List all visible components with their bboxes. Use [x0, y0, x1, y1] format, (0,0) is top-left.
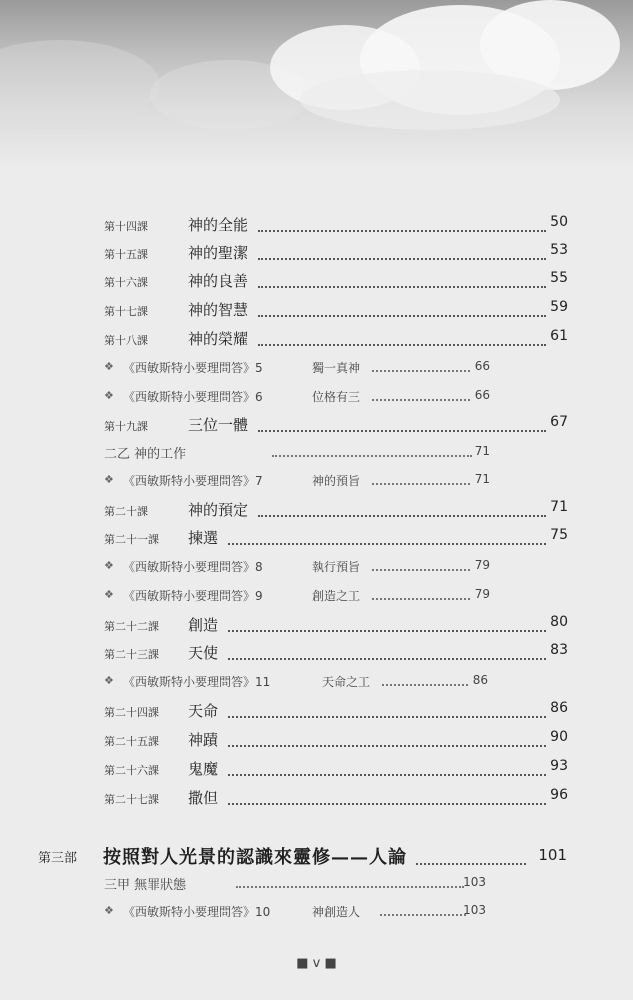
page-number: 83 [550, 642, 568, 658]
lesson-number: 第十八課 [104, 334, 148, 347]
lesson-title: 神的良善 [188, 272, 249, 290]
part-title: 按照對人光景的認識來靈修——人論 [103, 847, 407, 868]
lesson-title: 鬼魔 [188, 760, 219, 778]
lesson-number: 第十九課 [104, 420, 148, 433]
lesson-number: 第十六課 [104, 276, 148, 289]
page-number: 66 [474, 388, 490, 402]
lesson-number: 第二十三課 [104, 648, 159, 661]
catechism-label: 《西敏斯特小要理問答》8 [123, 560, 263, 574]
page-number: 93 [550, 758, 568, 774]
catechism-label: 《西敏斯特小要理問答》10 [123, 905, 271, 919]
page-number: 75 [550, 527, 568, 543]
diamond-bullet-icon: ❖ [104, 473, 114, 486]
page-number: 50 [550, 214, 568, 230]
leader-dots [258, 242, 546, 260]
diamond-bullet-icon: ❖ [104, 360, 114, 373]
catechism-label: 《西敏斯特小要理問答》7 [123, 474, 263, 488]
toc-entry[interactable] [0, 525, 633, 549]
lesson-number: 第二十六課 [104, 764, 159, 777]
lesson-number: 第二十五課 [104, 735, 159, 748]
page-number-footer: ■ v ■ [296, 956, 337, 971]
section-heading: 三甲 無罪狀態 [104, 878, 187, 893]
diamond-bullet-icon: ❖ [104, 559, 114, 572]
page-number: 86 [472, 673, 488, 687]
leader-dots [258, 414, 546, 432]
toc-entry[interactable] [0, 583, 633, 607]
toc-entry[interactable] [0, 355, 633, 379]
page-number: 59 [550, 299, 568, 315]
lesson-number: 第二十四課 [104, 706, 159, 719]
lesson-number: 第十四課 [104, 220, 148, 233]
leader-dots [236, 875, 464, 888]
lesson-title: 神的榮耀 [188, 330, 249, 348]
leader-dots [228, 700, 546, 718]
toc-entry[interactable] [0, 785, 633, 809]
toc-entry[interactable] [0, 640, 633, 664]
section-heading: 二乙 神的工作 [104, 447, 187, 462]
page-number: 96 [550, 787, 568, 803]
catechism-topic: 位格有三 [312, 390, 361, 404]
page-number: 79 [474, 558, 490, 572]
toc-entry[interactable] [0, 669, 633, 693]
toc-entry[interactable] [0, 871, 633, 895]
toc-entry[interactable] [0, 240, 633, 264]
lesson-title: 神蹟 [188, 731, 219, 749]
page-number: 71 [474, 472, 490, 486]
lesson-title: 創造 [188, 616, 219, 634]
toc-entry[interactable] [0, 756, 633, 780]
lesson-title: 天使 [188, 644, 219, 662]
toc-entry[interactable] [0, 212, 633, 236]
page-number: 61 [550, 328, 568, 344]
catechism-label: 《西敏斯特小要理問答》5 [123, 361, 263, 375]
leader-dots [416, 847, 526, 865]
page-number: 66 [474, 359, 490, 373]
page-number: 103 [463, 903, 486, 917]
toc-entry[interactable] [0, 268, 633, 292]
toc-entry[interactable] [0, 326, 633, 350]
leader-dots [258, 299, 546, 317]
lesson-number: 第二十課 [104, 505, 148, 518]
toc-entry[interactable] [0, 698, 633, 722]
toc-entry[interactable] [0, 412, 633, 436]
leader-dots [258, 499, 546, 517]
page-number: 90 [550, 729, 568, 745]
catechism-topic: 天命之工 [322, 675, 371, 689]
toc-entry[interactable] [0, 899, 633, 923]
leader-dots [272, 444, 472, 457]
page-number: 53 [550, 242, 568, 258]
lesson-number: 第十五課 [104, 248, 148, 261]
diamond-bullet-icon: ❖ [104, 904, 114, 917]
lesson-number: 第二十一課 [104, 533, 159, 546]
page-number: 86 [550, 700, 568, 716]
leader-dots [258, 270, 546, 288]
leader-dots [228, 642, 546, 660]
catechism-topic: 獨一真神 [312, 361, 361, 375]
lesson-number: 第十七課 [104, 305, 148, 318]
page-number: 71 [474, 444, 490, 458]
leader-dots [228, 758, 546, 776]
lesson-title: 撒但 [188, 789, 219, 807]
toc-entry[interactable] [0, 727, 633, 751]
toc-entry[interactable] [0, 554, 633, 578]
catechism-topic: 創造之工 [312, 589, 361, 603]
cloud-header-image [0, 0, 633, 170]
page-number: 80 [550, 614, 568, 630]
diamond-bullet-icon: ❖ [104, 389, 114, 402]
page-number: 67 [550, 414, 568, 430]
page-number: 103 [463, 875, 486, 889]
toc-entry[interactable] [0, 468, 633, 492]
leader-dots [228, 527, 546, 545]
page-number: 55 [550, 270, 568, 286]
leader-dots [228, 787, 546, 805]
catechism-topic: 執行預旨 [312, 560, 361, 574]
lesson-title: 天命 [188, 702, 219, 720]
part-label: 第三部 [38, 851, 78, 866]
catechism-label: 《西敏斯特小要理問答》9 [123, 589, 263, 603]
diamond-bullet-icon: ❖ [104, 588, 114, 601]
catechism-topic: 神創造人 [312, 905, 361, 919]
diamond-bullet-icon: ❖ [104, 674, 114, 687]
page-number: 101 [538, 846, 567, 864]
toc-entry[interactable] [0, 384, 633, 408]
leader-dots [228, 614, 546, 632]
lesson-title: 揀選 [188, 529, 219, 547]
lesson-title: 神的智慧 [188, 301, 249, 319]
page-number: 79 [474, 587, 490, 601]
lesson-title: 神的預定 [188, 501, 249, 519]
lesson-title: 神的聖潔 [188, 244, 249, 262]
lesson-title: 神的全能 [188, 216, 249, 234]
toc-entry[interactable] [0, 440, 633, 464]
toc-entry[interactable] [0, 497, 633, 521]
lesson-number: 第二十二課 [104, 620, 159, 633]
page-number: 71 [550, 499, 568, 515]
lesson-number: 第二十七課 [104, 793, 159, 806]
leader-dots [258, 214, 546, 232]
lesson-title: 三位一體 [188, 416, 249, 434]
toc-entry[interactable] [0, 612, 633, 636]
catechism-topic: 神的預旨 [312, 474, 361, 488]
leader-dots [258, 328, 546, 346]
catechism-label: 《西敏斯特小要理問答》6 [123, 390, 263, 404]
part-heading[interactable] [0, 843, 633, 871]
toc-entry[interactable] [0, 297, 633, 321]
catechism-label: 《西敏斯特小要理問答》11 [123, 675, 271, 689]
leader-dots [228, 729, 546, 747]
